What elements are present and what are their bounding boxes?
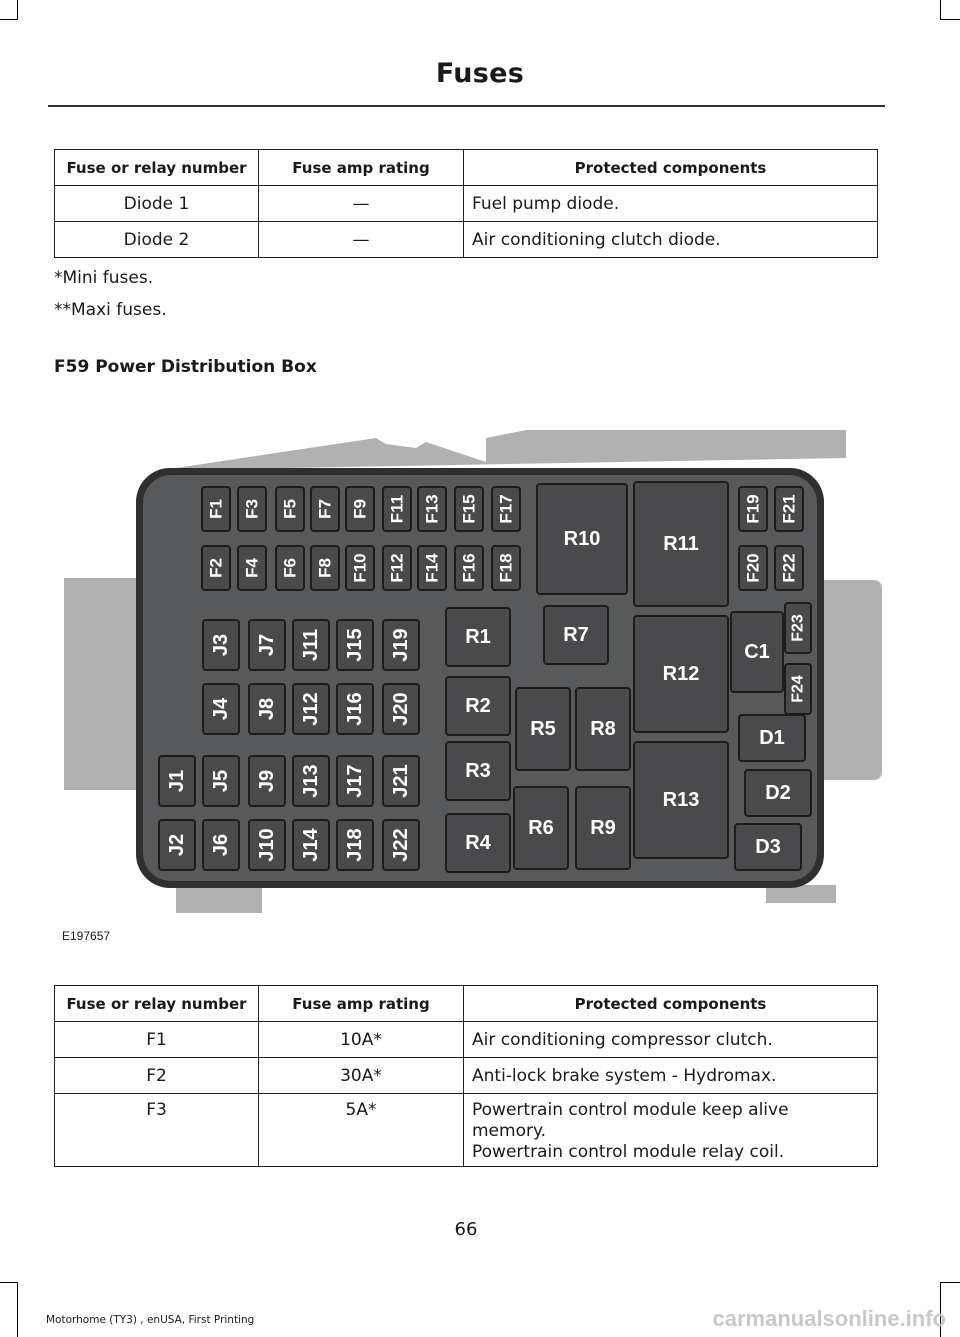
label-j10: J10: [256, 828, 278, 862]
fuse-rating: 30A*: [259, 1058, 464, 1094]
label-j5: J5: [210, 769, 232, 793]
label-r2: R2: [465, 695, 491, 717]
watermark: carmanualsonline.info: [712, 1306, 946, 1331]
label-r12: R12: [662, 663, 700, 685]
label-c1: C1: [744, 641, 770, 663]
column-header-rating: Fuse amp rating: [259, 986, 464, 1022]
label-f18: F18: [496, 553, 516, 583]
label-j3: J3: [210, 633, 232, 657]
fuse-number: Diode 1: [55, 186, 259, 222]
label-j12: J12: [300, 692, 322, 726]
label-f11: F11: [387, 494, 407, 524]
fuse-number: F2: [55, 1058, 259, 1094]
label-j13: J13: [300, 764, 322, 798]
component-line: memory.: [472, 1121, 547, 1141]
label-j11: J11: [300, 628, 322, 662]
footnote-mini-fuses: *Mini fuses.: [54, 268, 154, 288]
label-f13: F13: [422, 494, 442, 524]
page-number: 66: [454, 1219, 478, 1240]
protected-components: Fuel pump diode.: [464, 186, 878, 222]
component-line: Powertrain control module keep alive: [472, 1100, 789, 1120]
label-f19: F19: [743, 494, 763, 524]
fuse-rating: —: [259, 222, 464, 258]
component-line: Powertrain control module relay coil.: [472, 1142, 785, 1162]
label-f8: F8: [315, 558, 335, 578]
crop-mark: [0, 19, 18, 20]
fuse-rating: 5A*: [259, 1094, 464, 1167]
column-header-components: Protected components: [464, 150, 878, 186]
fuse-number: F3: [55, 1094, 259, 1167]
label-j8: J8: [256, 697, 278, 721]
fuse-number: Diode 2: [55, 222, 259, 258]
label-r9: R9: [590, 817, 616, 839]
label-r7: R7: [563, 624, 589, 646]
table-header-row: [55, 150, 878, 186]
column-header-number: Fuse or relay number: [55, 150, 259, 186]
label-d3: D3: [755, 836, 781, 858]
page-title: Fuses: [435, 58, 525, 89]
label-r6: R6: [528, 817, 554, 839]
label-r3: R3: [465, 760, 491, 782]
label-j7: J7: [256, 633, 278, 657]
column-header-components: Protected components: [464, 986, 878, 1022]
label-j21: J21: [390, 764, 412, 798]
protected-components: Air conditioning compressor clutch.: [464, 1022, 878, 1058]
fuse-table-diodes: [54, 149, 878, 258]
label-r4: R4: [465, 832, 491, 854]
label-f24: F24: [789, 675, 807, 703]
label-f16: F16: [459, 553, 479, 583]
label-f15: F15: [459, 494, 479, 524]
protected-components: Air conditioning clutch diode.: [464, 222, 878, 258]
label-d1: D1: [759, 727, 785, 749]
label-r8: R8: [590, 718, 616, 740]
protected-components: Anti-lock brake system - Hydromax.: [464, 1058, 878, 1094]
fuse-box-diagram: [56, 430, 886, 920]
label-f7: F7: [315, 499, 335, 519]
crop-mark: [0, 1282, 18, 1283]
crop-mark: [17, 0, 18, 20]
crop-mark: [17, 1282, 18, 1337]
label-r5: R5: [530, 718, 556, 740]
table-row: [55, 1058, 878, 1094]
label-j2: J2: [166, 833, 188, 857]
protected-components: [464, 1094, 878, 1167]
fuse-number: F1: [55, 1022, 259, 1058]
label-d2: D2: [765, 782, 791, 804]
label-f3: F3: [242, 499, 262, 519]
crop-mark: [940, 1282, 960, 1283]
label-f4: F4: [242, 558, 262, 578]
table-row: [55, 1022, 878, 1058]
label-f12: F12: [387, 553, 407, 583]
fuse-table-f59: [54, 985, 878, 1167]
label-r1: R1: [465, 626, 491, 648]
label-f21: F21: [779, 494, 799, 524]
label-f1: F1: [206, 499, 226, 519]
fuse-rating: —: [259, 186, 464, 222]
label-j15: J15: [344, 628, 366, 662]
label-f5: F5: [280, 499, 300, 519]
table-header-row: [55, 986, 878, 1022]
column-header-number: Fuse or relay number: [55, 986, 259, 1022]
crop-mark: [940, 19, 960, 20]
label-f10: F10: [350, 553, 370, 583]
label-j20: J20: [390, 692, 412, 726]
label-j14: J14: [300, 828, 322, 862]
label-j9: J9: [256, 769, 278, 793]
figure-id: E197657: [62, 929, 111, 943]
label-j6: J6: [210, 833, 232, 857]
label-f9: F9: [350, 499, 370, 519]
title-divider: [48, 105, 885, 107]
table-row: [55, 186, 878, 222]
label-j22: J22: [390, 828, 412, 862]
label-j19: J19: [390, 628, 412, 662]
label-r11: R11: [663, 533, 699, 555]
label-j17: J17: [344, 764, 366, 798]
label-f23: F23: [789, 614, 807, 642]
label-r13: R13: [662, 789, 700, 811]
label-j18: J18: [344, 828, 366, 862]
label-f20: F20: [743, 553, 763, 583]
label-j1: J1: [166, 769, 188, 793]
footnote-maxi-fuses: **Maxi fuses.: [54, 300, 167, 320]
label-f22: F22: [779, 553, 799, 583]
label-f14: F14: [422, 553, 442, 583]
label-j16: J16: [344, 692, 366, 726]
footer-text: Motorhome (TY3) , enUSA, First Printing: [46, 1314, 255, 1326]
fuse-rating: 10A*: [259, 1022, 464, 1058]
section-heading: F59 Power Distribution Box: [54, 357, 317, 377]
crop-mark: [940, 0, 941, 20]
label-f2: F2: [206, 558, 226, 578]
table-row: [55, 222, 878, 258]
label-j4: J4: [210, 697, 232, 721]
label-f6: F6: [280, 558, 300, 578]
column-header-rating: Fuse amp rating: [259, 150, 464, 186]
label-r10: R10: [563, 528, 601, 550]
label-f17: F17: [496, 494, 516, 524]
table-row: [55, 1094, 878, 1167]
